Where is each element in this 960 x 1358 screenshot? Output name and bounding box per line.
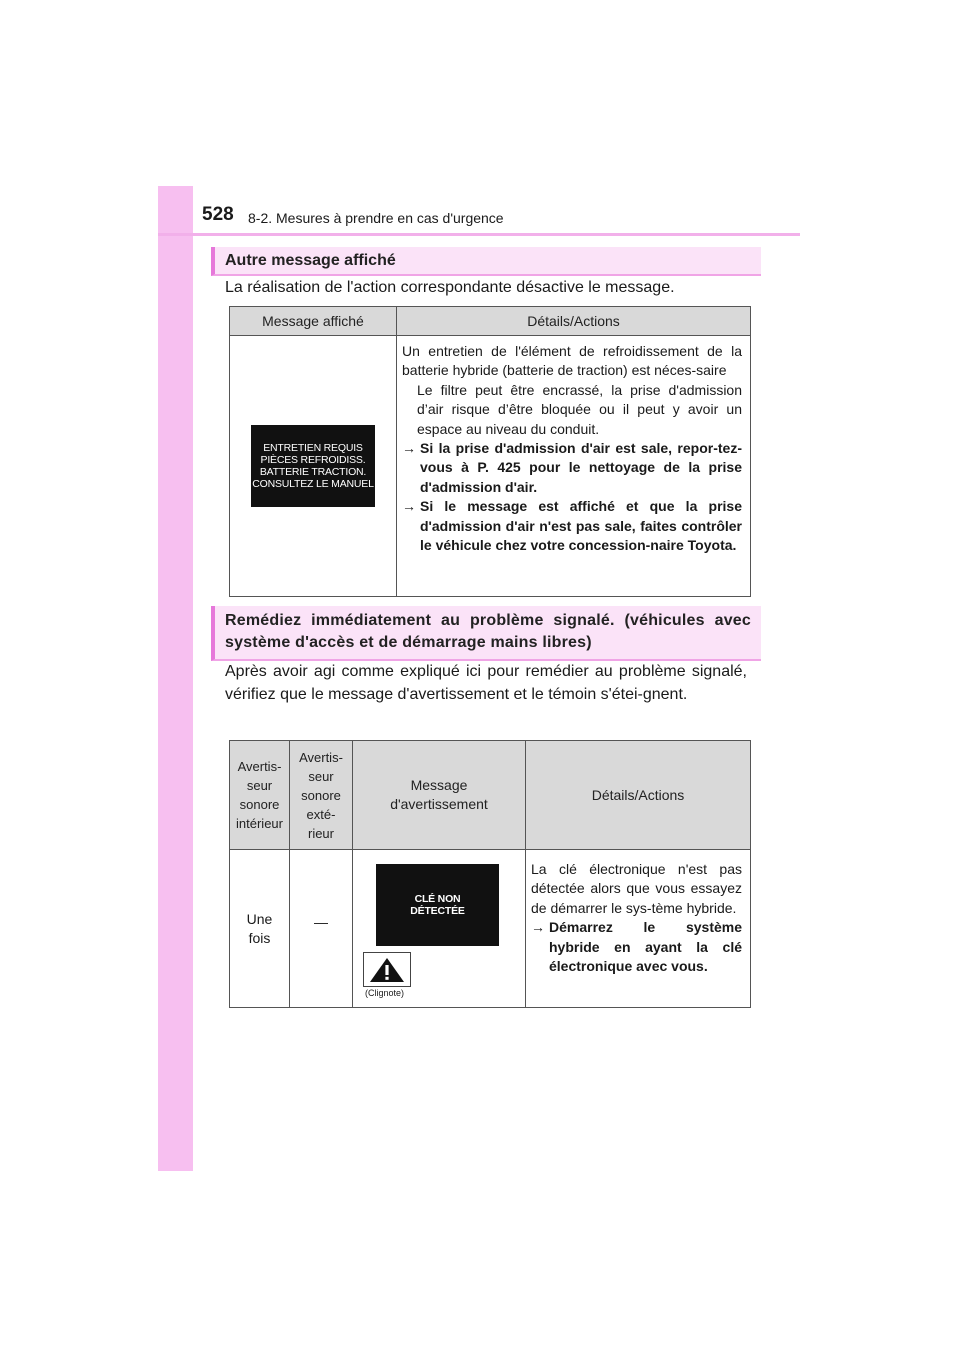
- display-line: CLÉ NON: [414, 893, 461, 905]
- details-cell: [526, 850, 751, 1008]
- col-header-message: Message affiché: [230, 307, 397, 336]
- header-line: Avertis-: [299, 749, 343, 765]
- action-text: Démarrez le système hybride en ayant la clé électronique avec vous.: [549, 919, 742, 975]
- arrow-icon: →: [402, 498, 416, 515]
- action-item: [531, 918, 742, 976]
- col-header-details: Détails/Actions: [526, 741, 751, 850]
- warning-message-table: [229, 740, 751, 1008]
- header-line: Message: [410, 777, 468, 793]
- display-line: CONSULTEZ LE MANUEL: [252, 478, 374, 490]
- dashboard-display-cooling: [251, 425, 375, 507]
- warning-triangle-icon: [369, 957, 405, 983]
- section1-intro: La réalisation de l'action correspondante désactive le message.: [225, 279, 675, 296]
- section2-intro: Après avoir agi comme expliqué ici pour remédier au problème signalé, vérifiez que le message d'avertissement et le témoin s'étei-gnent.: [225, 663, 747, 703]
- arrow-icon: →: [402, 440, 416, 457]
- section-heading-other-message: Autre message affiché: [211, 247, 761, 276]
- exterior-buzzer-value: —: [290, 850, 353, 1008]
- action-text: Si le message est affiché et que la prise d'admission d'air n'est pas sale, faites contrôler le véhicule chez votre concession-naire Toyota.: [420, 498, 742, 554]
- header-divider: [158, 233, 800, 236]
- col-header-details: Détails/Actions: [397, 307, 751, 336]
- interior-buzzer-value: [230, 850, 290, 1008]
- warning-message-cell: [353, 850, 526, 1008]
- header-line: seur: [308, 768, 334, 784]
- other-message-table: [229, 306, 751, 597]
- value-line: Une: [246, 911, 273, 927]
- table-row: [230, 850, 751, 1008]
- table-row: [230, 336, 751, 597]
- header-line: sonore: [301, 787, 341, 803]
- col-header-warning-message: [353, 741, 526, 850]
- display-line: ENTRETIEN REQUIS: [263, 442, 363, 454]
- dashboard-display-key-not-detected: [376, 864, 499, 946]
- header-line: intérieur: [236, 816, 283, 831]
- chapter-title: 8-2. Mesures à prendre en cas d'urgence: [248, 210, 504, 226]
- detail-note: Le filtre peut être encrassé, la prise d'admission d’air risque d’être bloquée ou il peut y avoir un espace au niveau du conduit.: [417, 381, 742, 437]
- section-heading-remedy: Remédiez immédiatement au problème signalé. (véhicules avec système d'accès et de démarrage mains libres): [211, 606, 761, 661]
- col-header-interior-buzzer: [230, 741, 290, 850]
- header-line: seur: [246, 778, 273, 793]
- detail-main: Un entretien de l'élément de refroidissement de la batterie hybride (batterie de traction) est néces-saire: [402, 343, 742, 379]
- header-line: d'avertissement: [390, 796, 488, 812]
- action-item: [402, 497, 742, 555]
- detail-main: La clé électronique n'est pas détectée alors que vous essayez de démarrer le sys-tème hybride.: [531, 861, 742, 916]
- display-line: PIÈCES REFROIDISS.: [260, 454, 366, 466]
- header-line: sonore: [239, 797, 280, 812]
- page-number: 528: [202, 204, 234, 225]
- col-header-exterior-buzzer: [290, 741, 353, 850]
- arrow-icon: →: [531, 919, 545, 936]
- display-line: DÉTECTÉE: [410, 905, 465, 917]
- details-cell: [397, 336, 751, 597]
- header-line: Avertis-: [237, 759, 282, 774]
- header-line: rieur: [307, 825, 334, 841]
- header-line: exté-: [306, 806, 336, 822]
- action-text: Si la prise d'admission d'air est sale, repor-tez-vous à P. 425 pour le nettoyage de la prise d'admission d'air.: [420, 440, 742, 495]
- display-line: BATTERIE TRACTION.: [259, 466, 367, 478]
- value-line: fois: [248, 930, 271, 946]
- action-item: [402, 439, 742, 497]
- flash-label: (Clignote): [365, 988, 405, 998]
- warning-light-box: [363, 952, 411, 987]
- message-display-cell: [230, 336, 397, 597]
- section-tab-strip: [158, 186, 193, 1171]
